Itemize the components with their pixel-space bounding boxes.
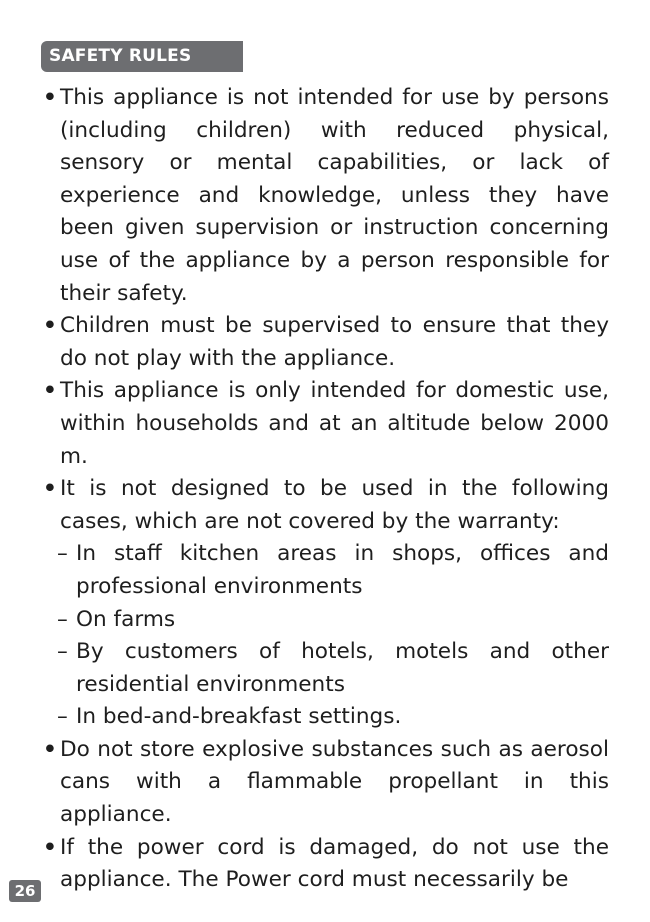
rule-item — [43, 82, 609, 310]
exclusion-item — [43, 701, 609, 734]
bullet-icon: • — [43, 834, 57, 860]
bullet-icon: • — [43, 378, 57, 404]
exclusion-item — [43, 604, 609, 637]
dash-icon: – — [57, 541, 68, 567]
bullet-icon: • — [43, 313, 57, 339]
exclusion-text: By customers of hotels, motels and other residential environments — [76, 639, 609, 697]
exclusion-item — [43, 538, 609, 603]
exclusion-item — [43, 636, 609, 701]
rule-item — [43, 473, 609, 538]
exclusion-text: In bed-and-breakfast settings. — [76, 704, 402, 730]
rule-text: This appliance is not intended for use by persons (including children) with reduced physical, sensory or mental capabilities, or lack of experience and knowledge, unless they have been given supervision or instruction concerning use of the appliance by a person responsible for their safety. — [60, 85, 609, 306]
safety-rules-list — [43, 82, 609, 897]
rule-text: Do not store explosive substances such as aerosol cans with a flammable propellant in this appliance. — [60, 736, 609, 828]
dash-icon: – — [57, 639, 68, 665]
bullet-icon: • — [43, 736, 57, 762]
rule-text: It is not designed to be used in the following cases, which are not covered by the warranty: — [60, 476, 609, 534]
section-title: SAFETY RULES — [41, 41, 243, 72]
dash-icon: – — [57, 704, 68, 730]
rule-text: This appliance is only intended for domestic use, within households and at an altitude below 2000 m. — [60, 378, 609, 469]
page-number: 26 — [9, 880, 41, 902]
rule-item — [43, 734, 609, 832]
exclusion-list — [43, 538, 609, 734]
exclusion-text: In staff kitchen areas in shops, offices and professional environments — [76, 541, 609, 599]
rule-item — [43, 310, 609, 375]
rule-text: If the power cord is damaged, do not use the appliance. The Power cord must necessarily be — [60, 834, 609, 893]
dash-icon: – — [57, 606, 68, 632]
rule-text: Children must be supervised to ensure that they do not play with the appliance. — [60, 313, 609, 371]
rule-item — [43, 832, 609, 897]
bullet-icon: • — [43, 476, 57, 502]
exclusion-text: On farms — [76, 606, 176, 632]
rule-item — [43, 375, 609, 473]
bullet-icon: • — [43, 85, 57, 110]
